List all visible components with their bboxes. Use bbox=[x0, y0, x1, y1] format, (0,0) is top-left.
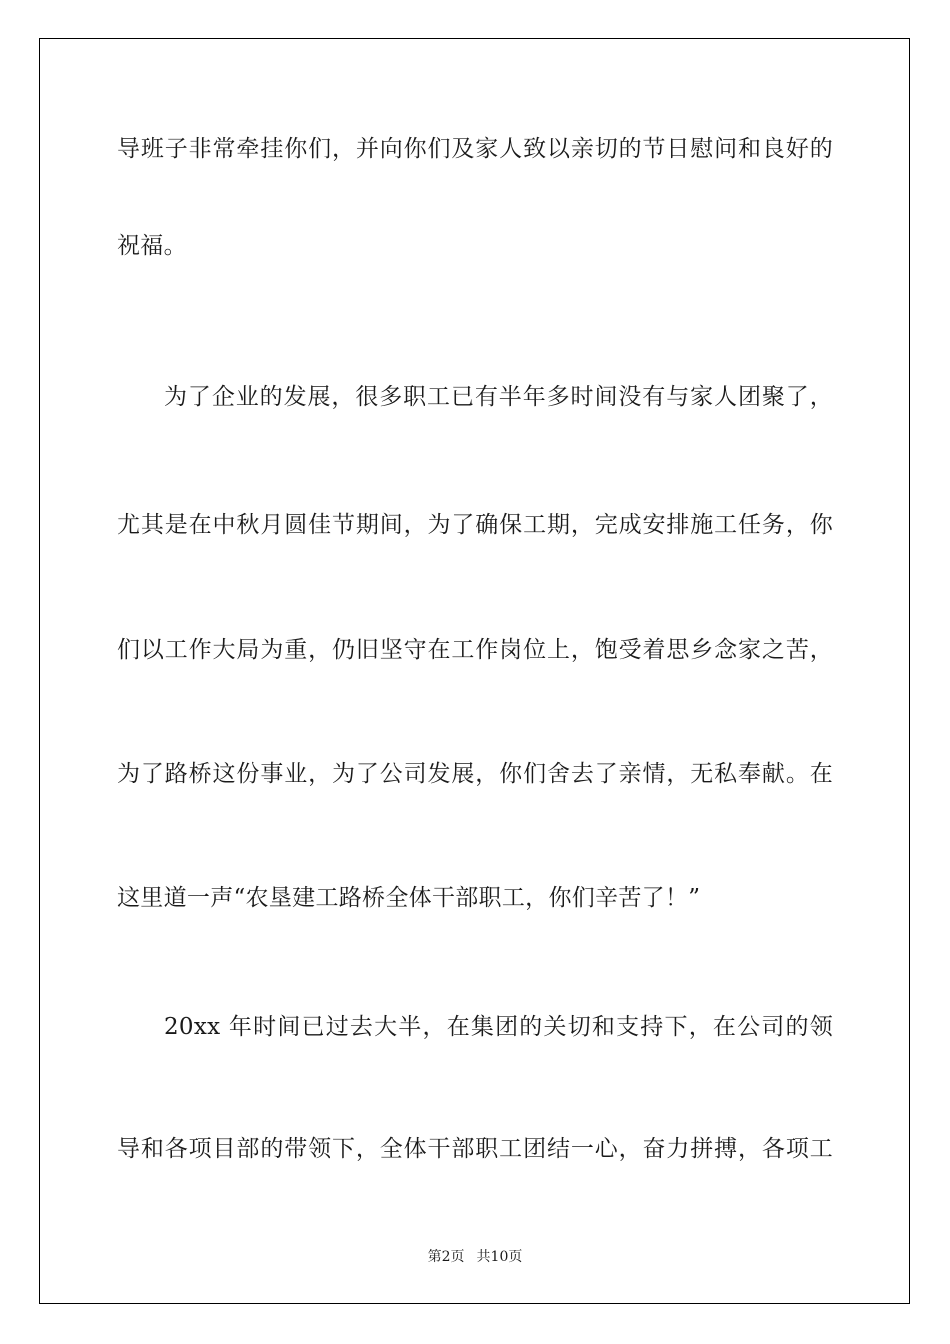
body-text-line: 为了路桥这份事业，为了公司发展，你们舍去了亲情，无私奉献。在 bbox=[117, 761, 833, 787]
body-text-line: 尤其是在中秋月圆佳节期间，为了确保工期，完成安排施工任务，你 bbox=[117, 512, 833, 538]
page-number: 第2页 bbox=[427, 1249, 465, 1265]
paragraph-first-line: 20xx 年时间已过去大半，在集团的关切和支持下，在公司的领 bbox=[164, 1014, 833, 1040]
body-text-line: 导班子非常牵挂你们，并向你们及家人致以亲切的节日慰问和良好的 bbox=[117, 136, 833, 162]
body-text-line: 祝福。 bbox=[117, 233, 187, 259]
body-text-line: 导和各项目部的带领下，全体干部职工团结一心，奋力拼搏，各项工 bbox=[117, 1136, 833, 1162]
page-total: 共10页 bbox=[476, 1249, 523, 1265]
page-footer bbox=[0, 1247, 950, 1267]
paragraph-first-line: 为了企业的发展，很多职工已有半年多时间没有与家人团聚了， bbox=[164, 384, 833, 410]
body-text-line: 们以工作大局为重，仍旧坚守在工作岗位上，饱受着思乡念家之苦， bbox=[117, 637, 833, 663]
page-border bbox=[39, 38, 910, 1304]
body-text-line: 这里道一声“农垦建工路桥全体干部职工，你们辛苦了！” bbox=[117, 885, 701, 911]
